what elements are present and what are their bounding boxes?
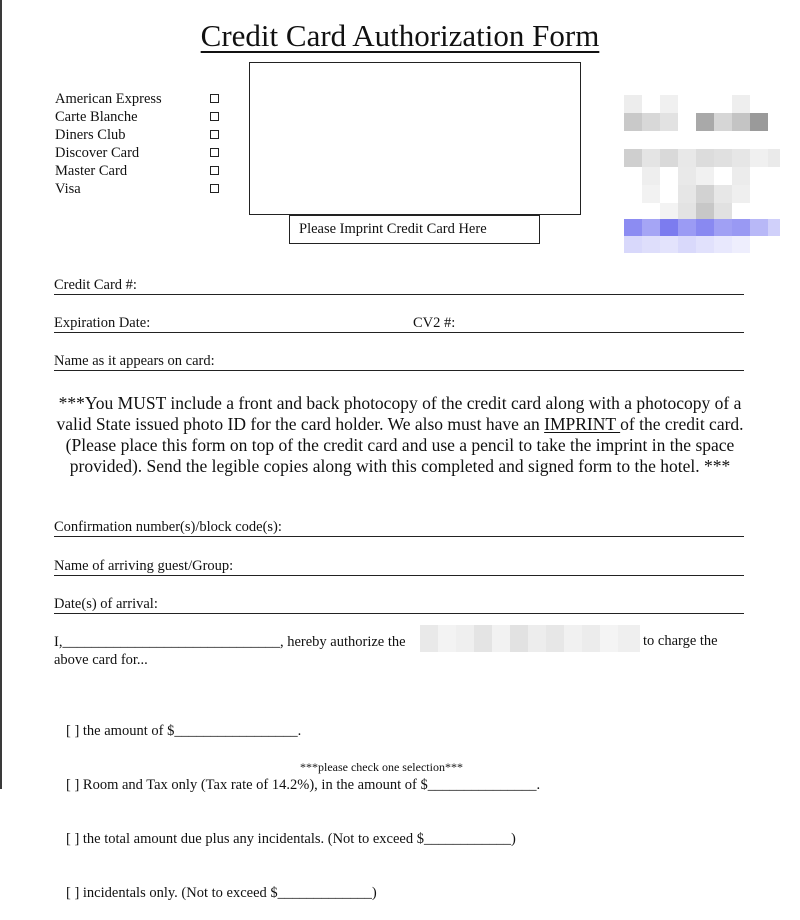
amex-checkbox[interactable] xyxy=(210,94,219,103)
card-type-label: Diners Club xyxy=(55,127,126,143)
card-option-discover xyxy=(55,144,230,162)
expiration-date-label: Expiration Date: xyxy=(54,315,151,331)
name-on-card-label: Name as it appears on card: xyxy=(54,353,215,369)
confirmation-number-label: Confirmation number(s)/block code(s): xyxy=(54,519,282,535)
mastercard-checkbox[interactable] xyxy=(210,166,219,175)
selection-note: ***please check one selection*** xyxy=(300,760,463,774)
discover-checkbox[interactable] xyxy=(210,148,219,157)
expiration-date-field[interactable] xyxy=(54,314,744,333)
page-left-edge xyxy=(0,0,2,789)
authorization-line-2: above card for... xyxy=(54,652,148,668)
card-option-amex xyxy=(55,90,230,108)
card-option-diners-club xyxy=(55,126,230,144)
redacted-hotel-logo xyxy=(624,95,780,253)
card-type-label: American Express xyxy=(55,91,162,107)
charge-text: to charge the xyxy=(643,633,718,649)
guest-name-label: Name of arriving guest/Group: xyxy=(54,558,234,574)
guest-name-field[interactable] xyxy=(54,557,744,576)
form-title: Credit Card Authorization Form xyxy=(200,18,600,53)
card-option-visa xyxy=(55,180,230,198)
imprint-label: Please Imprint Credit Card Here xyxy=(289,215,540,244)
card-option-mastercard xyxy=(55,162,230,180)
notice-text-continued: of the credit card. (Please place this form on top of the credit card and use a pencil to take the imprint in the space provided). Send the legible copies along with this completed and signed form to the hotel. *** xyxy=(65,414,744,476)
photocopy-notice xyxy=(55,393,745,477)
credit-card-number-field[interactable] xyxy=(54,276,744,295)
notice-text: ***You MUST include a front and back photocopy of the credit card along with a photocopy of a valid State issued photo ID for the card holder. We also must have an xyxy=(56,393,742,434)
option-incidentals-only[interactable]: [ ] incidentals only. (Not to exceed $_____________) xyxy=(66,885,377,901)
imprint-emphasis: IMPRINT xyxy=(544,414,621,434)
authorization-line: I,______________________________, hereby authorize the xyxy=(54,634,406,650)
carte-blanche-checkbox[interactable] xyxy=(210,112,219,121)
arrival-date-label: Date(s) of arrival: xyxy=(54,596,158,612)
name-on-card-field[interactable] xyxy=(54,352,744,371)
option-fixed-amount[interactable]: [ ] the amount of $_________________. xyxy=(66,723,302,739)
credit-card-number-label: Credit Card #: xyxy=(54,277,137,293)
confirmation-number-field[interactable] xyxy=(54,518,744,537)
card-type-label: Visa xyxy=(55,181,81,197)
authorization-statement xyxy=(54,633,744,669)
card-type-list xyxy=(55,90,230,198)
visa-checkbox[interactable] xyxy=(210,184,219,193)
card-type-label: Master Card xyxy=(55,163,128,179)
redacted-hotel-name xyxy=(420,625,640,652)
card-option-carte-blanche xyxy=(55,108,230,126)
card-type-label: Discover Card xyxy=(55,145,140,161)
option-room-and-tax[interactable]: [ ] Room and Tax only (Tax rate of 14.2%), in the amount of $_______________. xyxy=(66,777,541,793)
charge-options xyxy=(66,686,540,920)
option-total-plus-incidentals[interactable]: [ ] the total amount due plus any incidentals. (Not to exceed $____________) xyxy=(66,831,516,847)
diners-club-checkbox[interactable] xyxy=(210,130,219,139)
card-type-label: Carte Blanche xyxy=(55,109,138,125)
cv2-label: CV2 #: xyxy=(413,315,456,331)
arrival-date-field[interactable] xyxy=(54,595,744,614)
imprint-area xyxy=(249,62,581,215)
